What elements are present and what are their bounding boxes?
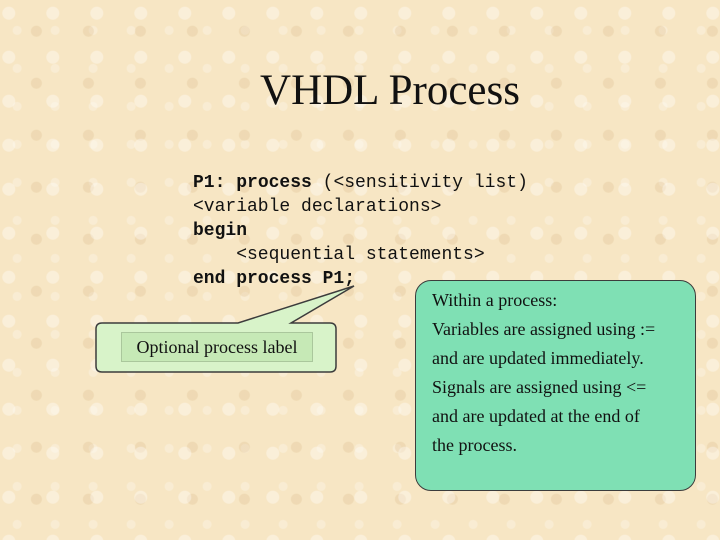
note-text [432, 286, 692, 460]
code-token: process [236, 173, 312, 193]
code-token: (<sensitivity list) [311, 173, 528, 193]
note-line: Variables are assigned using := [432, 319, 656, 339]
note-line: Signals are assigned using <= [432, 377, 647, 397]
note-line: and are updated immediately. [432, 348, 644, 368]
note-line: the process. [432, 435, 517, 455]
slide-title: VHDL Process [260, 67, 520, 114]
code-token: begin [193, 221, 248, 241]
code-token: end process P1; [193, 269, 356, 289]
code-token: P1: [193, 173, 226, 193]
callout-label: Optional process label [121, 332, 313, 362]
note-line: and are updated at the end of [432, 406, 640, 426]
code-token: <variable declarations> [193, 197, 442, 217]
note-line: Within a process: [432, 290, 558, 310]
code-token: <sequential statements> [193, 245, 485, 265]
